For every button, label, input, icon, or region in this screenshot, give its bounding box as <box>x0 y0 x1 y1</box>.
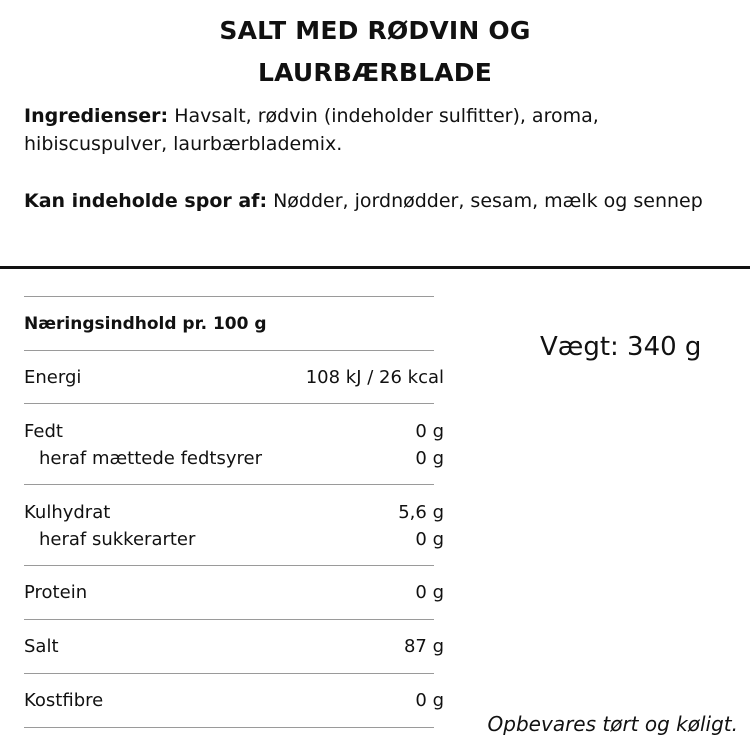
salt-label: Salt <box>24 636 59 657</box>
section-divider <box>0 266 750 269</box>
sugars-label: heraf sukkerarter <box>39 529 196 550</box>
energy-value: 108 kJ / 26 kcal <box>305 367 444 388</box>
protein-value: 0 g <box>415 582 444 603</box>
saturated-fat-value: 0 g <box>415 448 444 469</box>
table-rule <box>24 727 434 728</box>
energy-label: Energi <box>24 367 82 388</box>
ingredients-label: Ingredienser: <box>24 105 169 127</box>
sugars-value: 0 g <box>415 529 444 550</box>
table-rule <box>24 565 434 566</box>
table-rule <box>24 484 434 485</box>
product-title-line-1: SALT MED RØDVIN OG <box>219 16 531 45</box>
table-rule <box>24 619 434 620</box>
carbohydrate-value: 5,6 g <box>398 502 444 523</box>
ingredients-list: Havsalt, rødvin (indeholder sulfitter), aroma, hibiscuspulver, laurbærblademix. <box>24 105 599 155</box>
nutrition-header: Næringsindhold pr. 100 g <box>24 314 267 334</box>
fat-label: Fedt <box>24 421 63 442</box>
protein-label: Protein <box>24 582 88 603</box>
allergens-text <box>24 187 739 215</box>
product-title-line-2: LAURBÆRBLADE <box>257 58 493 87</box>
saturated-fat-label: heraf mættede fedtsyrer <box>39 448 262 469</box>
carbohydrate-label: Kulhydrat <box>24 502 111 523</box>
net-weight: Vægt: 340 g <box>540 332 702 362</box>
fibre-value: 0 g <box>415 690 444 711</box>
ingredients-text <box>24 102 724 158</box>
allergens-label: Kan indeholde spor af: <box>24 190 268 212</box>
table-rule <box>24 403 434 404</box>
table-rule <box>24 350 434 351</box>
fibre-label: Kostfibre <box>24 690 104 711</box>
table-rule <box>24 673 434 674</box>
table-rule <box>24 296 434 297</box>
storage-instructions: Opbevares tørt og køligt. <box>487 712 738 736</box>
fat-value: 0 g <box>415 421 444 442</box>
allergens-list: Nødder, jordnødder, sesam, mælk og sennep <box>267 190 703 212</box>
salt-value: 87 g <box>403 636 444 657</box>
